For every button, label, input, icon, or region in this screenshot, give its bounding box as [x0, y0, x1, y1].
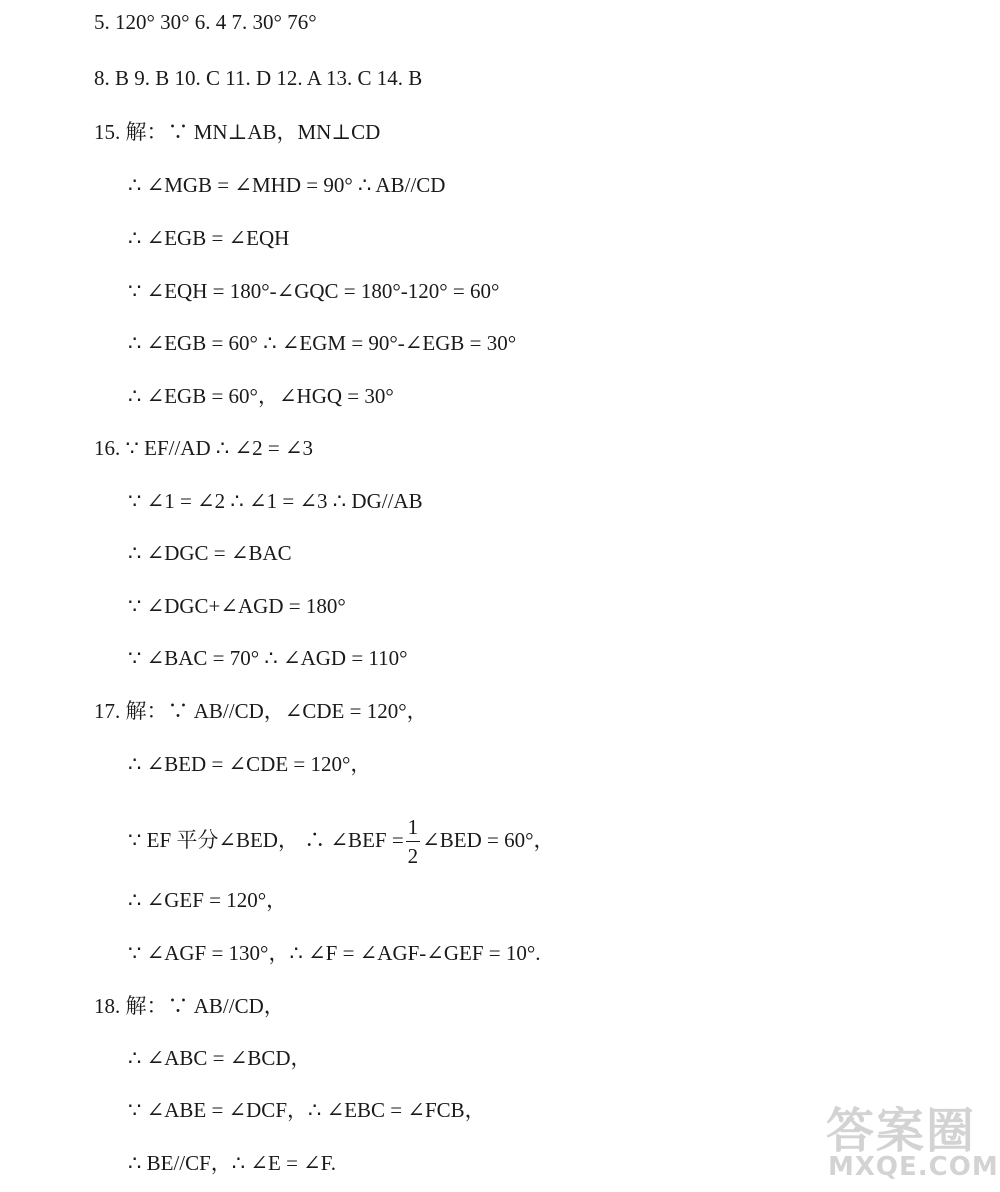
- problem-16-line-3: ∴ ∠DGC = ∠BAC: [128, 541, 292, 565]
- site-watermark: [820, 1092, 999, 1188]
- problem-17-line-3-after: ∠BED = 60°，: [422, 827, 555, 852]
- problem-15-line-5: ∴ ∠EGB = 60° ∴ ∠EGM = 90°-∠EGB = 30°: [128, 331, 517, 355]
- fraction-one-half: [406, 817, 421, 867]
- problem-18-line-3: ∵ ∠ABE = ∠DCF，∴ ∠EBC = ∠FCB，: [128, 1098, 486, 1122]
- answer-line-8-14: 8. B 9. B 10. C 11. D 12. A 13. C 14. B: [94, 66, 423, 90]
- watermark-cn: 答案圈: [826, 1103, 977, 1159]
- problem-16-line-2: ∵ ∠1 = ∠2 ∴ ∠1 = ∠3 ∴ DG//AB: [128, 489, 423, 513]
- fraction-numerator: 1: [406, 817, 421, 842]
- problem-15-line-4: ∵ ∠EQH = 180°-∠GQC = 180°-120° = 60°: [128, 279, 500, 303]
- problem-15-line-2: ∴ ∠MGB = ∠MHD = 90° ∴ AB//CD: [128, 173, 446, 197]
- problem-18-line-1: 18. 解：∵ AB//CD，: [94, 994, 285, 1018]
- problem-17-line-4: ∴ ∠GEF = 120°，: [128, 888, 288, 912]
- watermark-en: MXQE.COM: [828, 1152, 999, 1182]
- problem-15-line-1: 15. 解：∵ MN⊥AB，MN⊥CD: [94, 120, 381, 144]
- fraction-denominator: 2: [407, 844, 419, 868]
- problem-17-line-1: 17. 解：∵ AB//CD，∠CDE = 120°，: [94, 699, 428, 723]
- problem-15-line-6: ∴ ∠EGB = 60°，∠HGQ = 30°: [128, 384, 394, 408]
- problem-17-line-5: ∵ ∠AGF = 130°，∴ ∠F = ∠AGF-∠GEF = 10°.: [128, 941, 541, 965]
- problem-16-line-4: ∵ ∠DGC+∠AGD = 180°: [128, 594, 346, 618]
- problem-17-line-3-before: ∵ EF 平分∠BED， ∴ ∠BEF =: [128, 827, 404, 852]
- problem-16-line-1: 16. ∵ EF//AD ∴ ∠2 = ∠3: [94, 436, 314, 460]
- answer-line-5-7: 5. 120° 30° 6. 4 7. 30° 76°: [94, 10, 317, 34]
- problem-17-line-2: ∴ ∠BED = ∠CDE = 120°，: [128, 752, 372, 776]
- problem-18-line-2: ∴ ∠ABC = ∠BCD，: [128, 1046, 312, 1070]
- problem-16-line-5: ∵ ∠BAC = 70° ∴ ∠AGD = 110°: [128, 646, 408, 670]
- problem-17-line-3: [128, 817, 555, 867]
- problem-15-line-3: ∴ ∠EGB = ∠EQH: [128, 226, 290, 250]
- problem-18-line-4: ∴ BE//CF，∴ ∠E = ∠F.: [128, 1151, 337, 1175]
